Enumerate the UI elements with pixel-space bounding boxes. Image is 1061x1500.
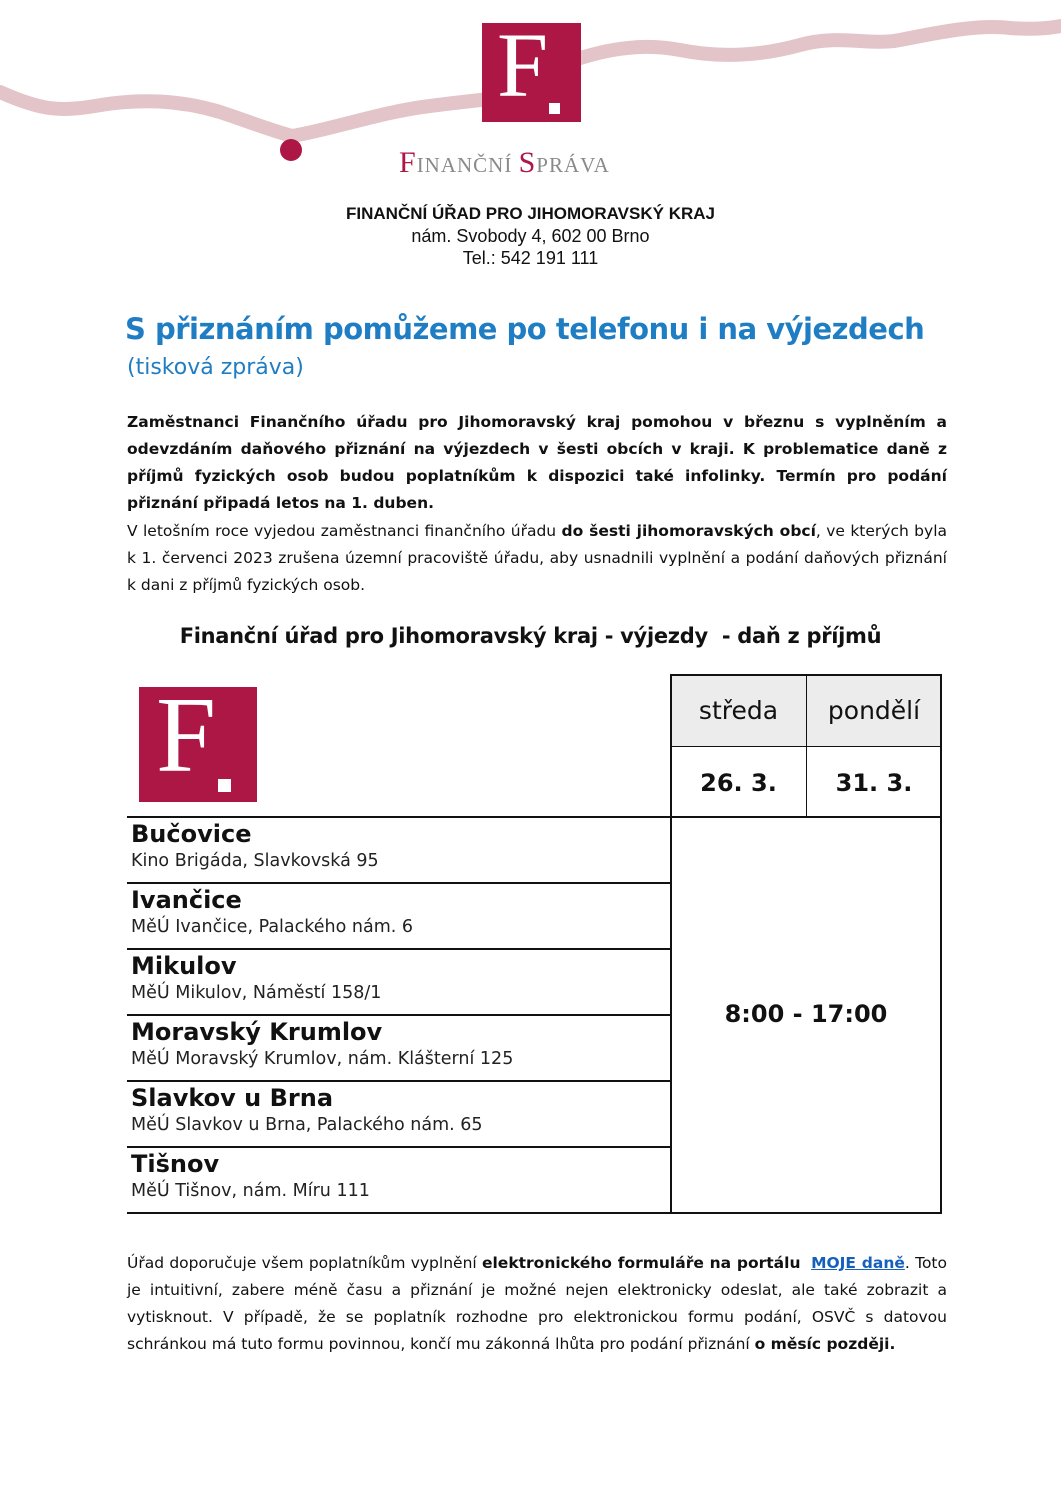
place-row bbox=[131, 952, 669, 1006]
logo-dot bbox=[549, 103, 560, 114]
table-line bbox=[127, 1080, 671, 1082]
place-row bbox=[131, 1150, 669, 1204]
schedule-logo-letter: F bbox=[156, 676, 217, 795]
place-address: MěÚ Mikulov, Náměstí 158/1 bbox=[131, 983, 382, 1003]
p3-text-c: . Toto je intuitivní, zabere méně času a přiznání je možné nejen elektronicky odeslat, ale také zobrazit a vytisknout. V případě, že se poplatník rozhodne pro elektronickou formu podání, OSVČ s datovou schránkou má tuto formu povinnou, končí mu zákonná lhůta pro podání přiznání bbox=[127, 1254, 947, 1353]
table-line bbox=[940, 674, 942, 1214]
day-cell-2: pondělí bbox=[807, 675, 941, 746]
p3-text-a: Úřad doporučuje všem poplatníkům vyplnění bbox=[127, 1254, 482, 1272]
place-address: MěÚ Ivančice, Palackého nám. 6 bbox=[131, 917, 414, 937]
paragraph-3 bbox=[127, 1250, 947, 1358]
table-line bbox=[127, 1146, 671, 1148]
schedule-logo-dot bbox=[218, 779, 231, 792]
office-address: nám. Svobody 4, 602 00 Brno bbox=[411, 226, 650, 246]
table-line bbox=[127, 882, 671, 884]
p2-text-c: , ve kterých byla k 1. červenci 2023 zrušena územní pracoviště úřadu, aby usnadnili vyplnění a podání daňových přiznání k dani z příjmů fyzických osob. bbox=[127, 522, 947, 594]
place-name: Tišnov bbox=[131, 1150, 220, 1178]
article-title: S přiznáním pomůžeme po telefonu i na výjezdech bbox=[125, 312, 925, 346]
table-line bbox=[127, 1014, 671, 1016]
p3-bold: elektronického formuláře na portálu bbox=[481, 1254, 801, 1272]
logo bbox=[482, 14, 581, 122]
article-subtitle: (tisková zpráva) bbox=[127, 355, 304, 380]
date-cell-1: 26. 3. bbox=[700, 769, 777, 797]
lead-paragraph: Zaměstnanci Finančního úřadu pro Jihomoravský kraj pomohou v březnu s vyplněním a odevzdáním daňového přiznání na výjezdech v šesti obcích v kraji. K problematice daně z příjmů fyzických osob budou poplatníkům k dispozici také infolinky. Termín pro podání přiznání připadá letos na 1. duben. bbox=[127, 413, 947, 512]
place-address: MěÚ Slavkov u Brna, Palackého nám. 65 bbox=[131, 1115, 483, 1135]
place-row bbox=[131, 1084, 669, 1138]
place-row bbox=[131, 820, 669, 874]
brand-initial-f: F bbox=[399, 146, 417, 179]
opening-hours: 8:00 - 17:00 bbox=[724, 1000, 888, 1028]
brand-word-1: INANČNÍ bbox=[416, 153, 519, 177]
place-name: Mikulov bbox=[131, 952, 237, 980]
table-line bbox=[670, 674, 672, 1214]
office-name: FINANČNÍ ÚŘAD PRO JIHOMORAVSKÝ KRAJ bbox=[346, 204, 715, 223]
place-name: Slavkov u Brna bbox=[131, 1084, 334, 1112]
day-cell-1: středa bbox=[671, 675, 806, 746]
schedule-logo bbox=[139, 676, 257, 802]
place-name: Moravský Krumlov bbox=[131, 1018, 383, 1046]
place-row bbox=[131, 1018, 669, 1072]
table-line bbox=[127, 948, 671, 950]
schedule-title: Finanční úřad pro Jihomoravský kraj - výjezdy - daň z příjmů bbox=[179, 624, 882, 648]
office-phone: Tel.: 542 191 111 bbox=[462, 248, 599, 268]
brand-initial-s: S bbox=[518, 146, 537, 179]
table-line bbox=[127, 816, 942, 818]
paragraph-2 bbox=[127, 518, 947, 599]
place-address: MěÚ Tišnov, nám. Míru 111 bbox=[131, 1181, 370, 1201]
p3-bold-end: o měsíc později. bbox=[754, 1335, 896, 1353]
place-address: Kino Brigáda, Slavkovská 95 bbox=[131, 851, 379, 871]
date-cell-2: 31. 3. bbox=[835, 769, 913, 797]
place-name: Ivančice bbox=[131, 886, 242, 914]
p2-bold: do šesti jihomoravských obcí bbox=[561, 522, 816, 540]
wave-dot bbox=[280, 139, 302, 161]
brand-name bbox=[399, 146, 699, 180]
moje-dane-link[interactable]: MOJE daně bbox=[811, 1254, 905, 1272]
table-line bbox=[127, 1212, 942, 1214]
office-info bbox=[0, 203, 1061, 269]
logo-letter: F bbox=[497, 14, 549, 116]
p2-text-a: V letošním roce vyjedou zaměstnanci finančního úřadu bbox=[127, 522, 562, 540]
table-line bbox=[806, 674, 807, 818]
brand-word-2: PRÁVA bbox=[536, 153, 610, 177]
place-name: Bučovice bbox=[131, 820, 252, 848]
place-row bbox=[131, 886, 669, 940]
place-address: MěÚ Moravský Krumlov, nám. Klášterní 125 bbox=[131, 1049, 514, 1069]
